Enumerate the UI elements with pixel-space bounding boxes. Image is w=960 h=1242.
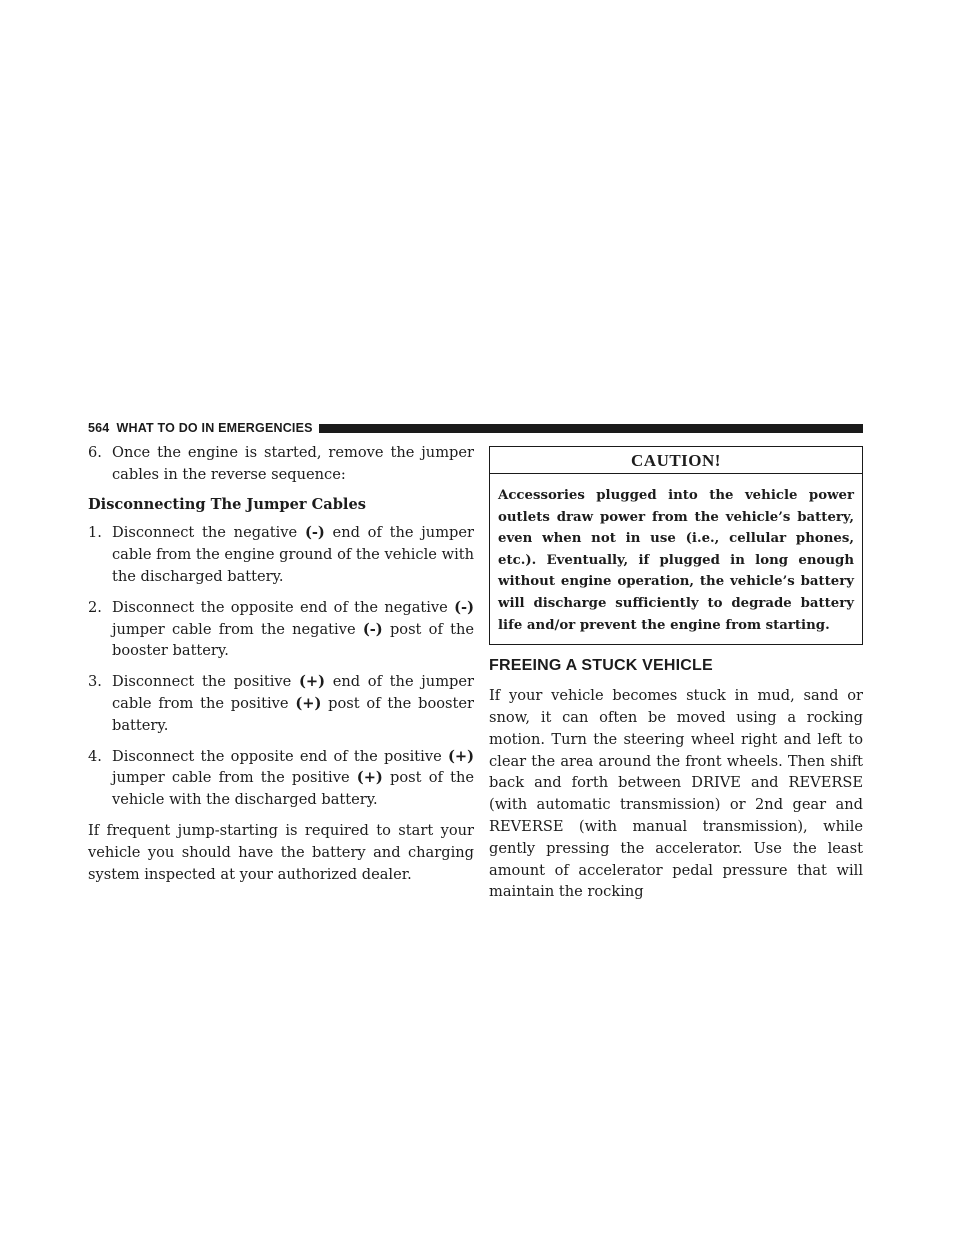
caution-text: Accessories plugged into the vehicle power outlets draw power from the vehicle’s battery, even when not in use (i.e., cellular phones, etc.). Eventually, if plugged in long enough without engine operation, the vehicle’s battery will discharge sufficiently to degrade battery life and/or prevent the engine from starting. (498, 488, 854, 633)
left-column (88, 442, 474, 885)
step-number: 6. (88, 444, 102, 461)
page-number: 564 (88, 421, 110, 435)
list-item: 3. Disconnect the positive (+) end of the jumper cable from the positive (+) post of the booster battery. (88, 673, 474, 734)
closing-paragraph: If frequent jump-starting is required to start your vehicle you should have the battery and charging system inspected at your authorized dealer. (88, 821, 474, 883)
list-item: 1. Disconnect the negative (-) end of the jumper cable from the engine ground of the vehicle with the discharged battery. (88, 524, 474, 585)
caution-box (489, 446, 863, 645)
step-text: Once the engine is started, remove the jumper cables in the reverse sequence: (112, 444, 474, 483)
caution-title: CAUTION! (490, 447, 862, 474)
header-rule (319, 424, 863, 433)
body-paragraph: If your vehicle becomes stuck in mud, sand or snow, it can often be moved using a rocking motion. Turn the steering wheel right and left to clear the area around the front wheels. Then shift back and forth between DRIVE and REVERSE (with automatic transmission) or 2nd gear and REVERSE (with manual transmission), while gently pressing the accelerator. Use the least amount of accelerator pedal pressure that will maintain the rocking (489, 687, 863, 901)
right-column (489, 446, 863, 903)
subheading: Disconnecting The Jumper Cables (88, 495, 366, 513)
page-header (88, 418, 863, 438)
section-heading: FREEING A STUCK VEHICLE (489, 657, 713, 675)
step-6 (88, 442, 474, 486)
list-item: 4. Disconnect the opposite end of the positive (+) jumper cable from the positive (+) post of the vehicle with the discharged battery. (88, 747, 474, 809)
header-text (88, 421, 313, 435)
section-title: WHAT TO DO IN EMERGENCIES (116, 421, 313, 435)
list-item: 2. Disconnect the opposite end of the negative (-) jumper cable from the negative (-) post of the booster battery. (88, 598, 474, 660)
